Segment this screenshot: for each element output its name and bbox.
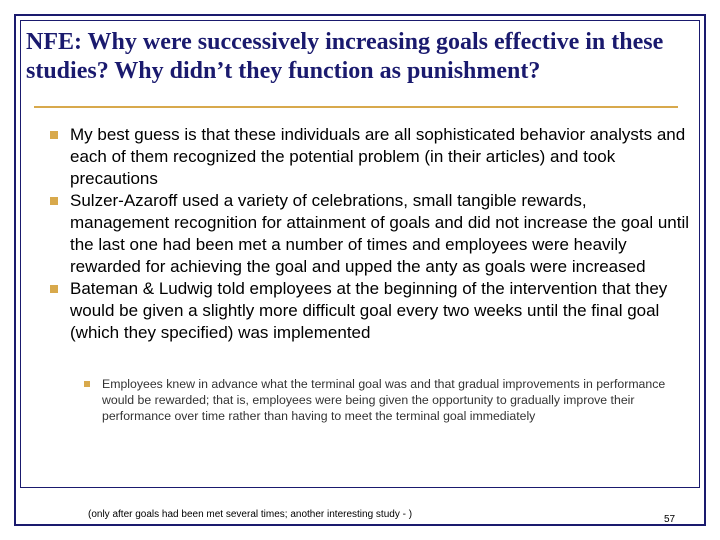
bullet-text: Bateman & Ludwig told employees at the beginning of the intervention that they would be given a slightly more difficult goal every two weeks until the final goal (which they specified) was implemented <box>70 279 668 342</box>
square-bullet-icon <box>84 381 90 387</box>
bullet-text: Sulzer-Azaroff used a variety of celebrations, small tangible rewards, management recognition for attainment of goals and did not increase the goal until the last one had been met a number of times and employees were heavily rewarded for achieving the goal and upped the anty as goals were increased <box>70 191 690 276</box>
slide-title: NFE: Why were successively increasing goals effective in these studies? Why didn’t they function as punishment? <box>26 29 664 84</box>
bullet-item <box>50 278 690 344</box>
bullet-list <box>50 124 690 344</box>
bullet-text: My best guess is that these individuals are all sophisticated behavior analysts and each of them recognized the potential problem (in their articles) and took precautions <box>70 125 686 188</box>
square-bullet-icon <box>50 285 58 293</box>
sub-bullet-list <box>82 376 690 424</box>
square-bullet-icon <box>50 131 58 139</box>
sub-bullet-item <box>82 376 690 424</box>
title-divider <box>34 106 678 108</box>
bullet-item <box>50 124 690 190</box>
footer-note: (only after goals had been met several times; another interesting study - ) <box>88 509 413 520</box>
square-bullet-icon <box>50 197 58 205</box>
sub-bullet-text: Employees knew in advance what the terminal goal was and that gradual improvements in performance would be rewarded; that is, employees were being given the opportunity to gradually improve their performance over time rather than having to meet the terminal goal immediately <box>102 377 666 423</box>
page-number: 57 <box>664 514 676 525</box>
bullet-item <box>50 190 690 278</box>
